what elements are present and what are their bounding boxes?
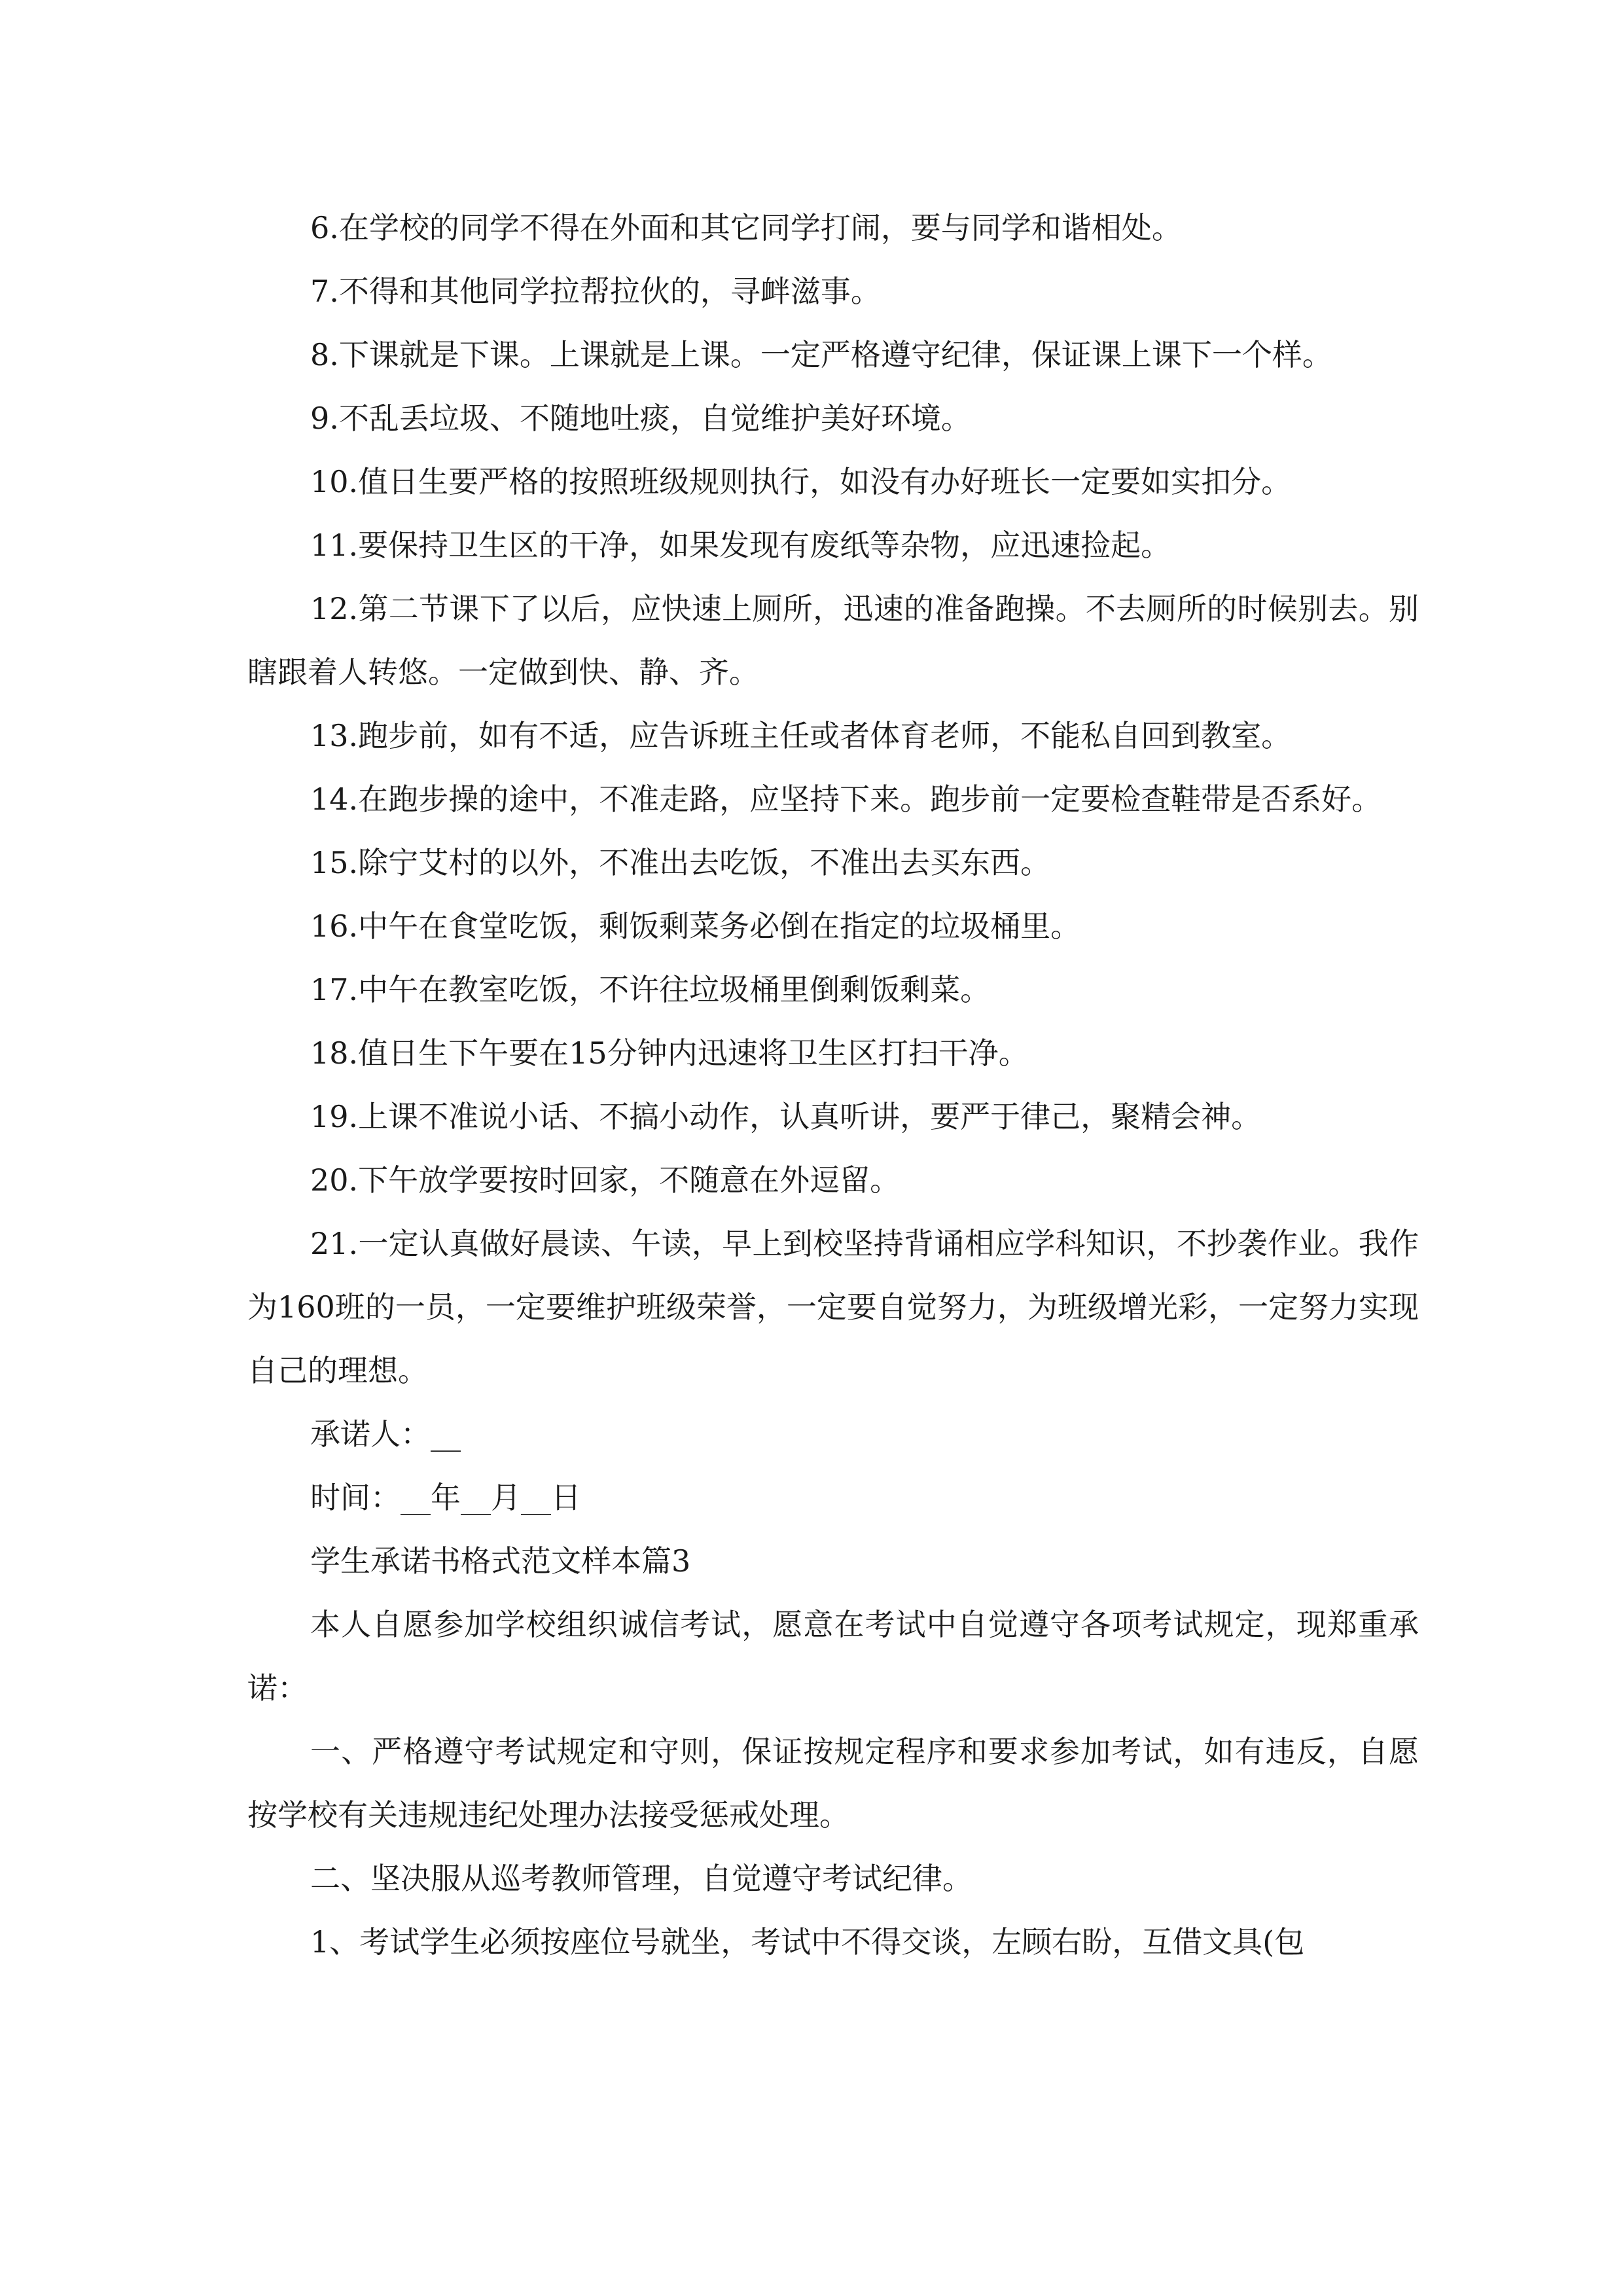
rule-13: 13.跑步前，如有不适，应告诉班主任或者体育老师，不能私自回到教室。	[310, 718, 1292, 753]
rule-21: 21.一定认真做好晨读、午读，早上到校坚持背诵相应学科知识，不抄袭作业。我作为160班的一员，一定要维护班级荣誉，一定要自觉努力，为班级增光彩，一定努力实现自己的理想。	[247, 1226, 1419, 1388]
rule-7: 7.不得和其他同学拉帮拉伙的，寻衅滋事。	[310, 274, 881, 309]
rule-8: 8.下课就是下课。上课就是上课。一定严格遵守纪律，保证课上课下一个样。	[310, 337, 1332, 372]
signer-line: 承诺人：__	[310, 1416, 461, 1452]
rule-6: 6.在学校的同学不得在外面和其它同学打闹，要与同学和谐相处。	[310, 210, 1182, 245]
rule-17: 17.中午在教室吃饭，不许往垃圾桶里倒剩饭剩菜。	[310, 972, 991, 1007]
pledge-item-1: 一、严格遵守考试规定和守则，保证按规定程序和要求参加考试，如有违反，自愿按学校有关违规违纪处理办法接受惩戒处理。	[247, 1734, 1419, 1833]
pledge-subitem-1: 1、考试学生必须按座位号就坐，考试中不得交谈，左顾右盼，互借文具(包	[310, 1924, 1305, 1960]
rule-15: 15.除宁艾村的以外，不准出去吃饭，不准出去买东西。	[310, 845, 1051, 880]
rule-18: 18.值日生下午要在15分钟内迅速将卫生区打扫干净。	[310, 1035, 1029, 1071]
rule-10: 10.值日生要严格的按照班级规则执行，如没有办好班长一定要如实扣分。	[310, 464, 1292, 499]
rule-14: 14.在跑步操的途中，不准走路，应坚持下来。跑步前一定要检查鞋带是否系好。	[310, 781, 1382, 817]
date-line: 时间：__年__月__日	[310, 1480, 581, 1515]
rule-9: 9.不乱丢垃圾、不随地吐痰，自觉维护美好环境。	[310, 401, 971, 436]
rule-20: 20.下午放学要按时回家，不随意在外逗留。	[310, 1162, 901, 1198]
pledge-item-2: 二、坚决服从巡考教师管理，自觉遵守考试纪律。	[310, 1861, 972, 1896]
intro-paragraph: 本人自愿参加学校组织诚信考试，愿意在考试中自觉遵守各项考试规定，现郑重承诺：	[247, 1607, 1419, 1706]
rule-11: 11.要保持卫生区的干净，如果发现有废纸等杂物，应迅速捡起。	[310, 528, 1171, 563]
rule-12: 12.第二节课下了以后，应快速上厕所，迅速的准备跑操。不去厕所的时候别去。别瞎跟着人转悠。一定做到快、静、齐。	[247, 591, 1419, 690]
rule-19: 19.上课不准说小话、不搞小动作，认真听讲，要严于律己，聚精会神。	[310, 1099, 1262, 1134]
document-body	[247, 196, 1419, 1974]
section-title: 学生承诺书格式范文样本篇3	[310, 1543, 691, 1579]
rule-16: 16.中午在食堂吃饭，剩饭剩菜务必倒在指定的垃圾桶里。	[310, 908, 1081, 944]
